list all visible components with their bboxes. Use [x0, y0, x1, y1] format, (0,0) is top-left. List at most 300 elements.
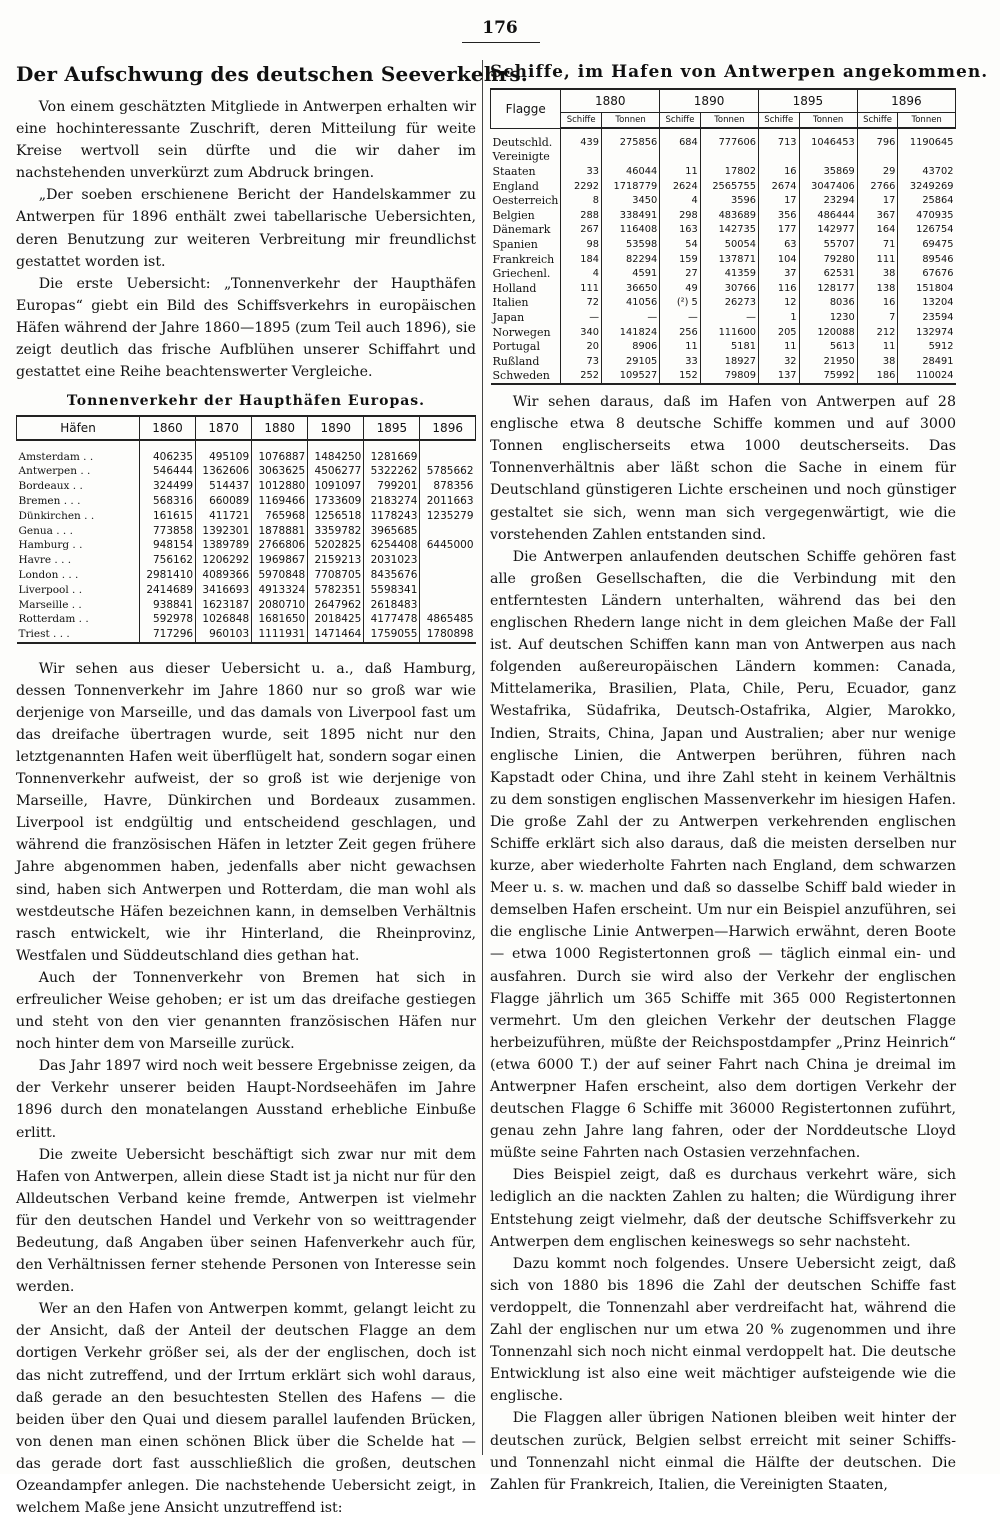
value-cell: 212 [857, 325, 898, 340]
table-row [491, 369, 956, 385]
row-label-cell: Rußland [492, 354, 540, 368]
value-cell: 1780898 [420, 627, 476, 643]
value-cell: 2981410 [140, 568, 196, 583]
value-cell: 660089 [196, 494, 252, 509]
row-label-cell: Liverpool . . [18, 583, 83, 596]
row-label-cell: Havre . . . [18, 554, 72, 567]
value-cell: 2031023 [364, 553, 420, 568]
value-cell: 82294 [601, 252, 659, 267]
value-cell [420, 597, 476, 612]
value-cell: 1178243 [364, 508, 420, 523]
column-header: 1890 [308, 416, 364, 440]
value-cell: 2766 [857, 179, 898, 194]
value-cell: 177 [758, 223, 799, 238]
row-label-cell: Triest . . . [18, 628, 70, 641]
value-cell: 116 [758, 281, 799, 296]
table-row [491, 193, 956, 208]
value-cell: 4506277 [308, 464, 364, 479]
value-cell: 37 [758, 266, 799, 281]
row-label-cell: Belgien [492, 208, 535, 222]
value-cell: 33 [660, 354, 701, 369]
value-cell: 495109 [196, 440, 252, 464]
value-cell: 4 [561, 266, 602, 281]
year-header: 1890 [660, 89, 759, 113]
value-cell: 5202825 [308, 538, 364, 553]
value-cell: 7708705 [308, 568, 364, 583]
value-cell: 16 [758, 164, 799, 179]
value-cell [898, 150, 956, 165]
row-label-cell: England [492, 179, 539, 193]
value-cell: 514437 [196, 479, 252, 494]
value-cell: 799201 [364, 479, 420, 494]
table-row [491, 325, 956, 340]
table-row [17, 627, 476, 643]
value-cell: 4865485 [420, 612, 476, 627]
value-cell: 142735 [700, 223, 758, 238]
value-cell: 1681650 [252, 612, 308, 627]
table-row [17, 612, 476, 627]
tons-subheader: Tonnen [601, 113, 659, 129]
table-title: Tonnenverkehr der Haupthäfen Europas. [66, 393, 426, 410]
value-cell: 116408 [601, 223, 659, 238]
value-cell: 17802 [700, 164, 758, 179]
value-cell: 29105 [601, 354, 659, 369]
value-cell: 5322262 [364, 464, 420, 479]
row-label-cell: Spanien [492, 237, 538, 251]
ships-subheader: Schiffe [561, 113, 602, 129]
table-heading: Schiffe, im Hafen von Antwerpen angekommen. [490, 62, 989, 82]
column-header: 1896 [420, 416, 476, 440]
value-cell: 568316 [140, 494, 196, 509]
value-cell: 275856 [601, 128, 659, 150]
value-cell: 29 [857, 164, 898, 179]
row-label-cell: Dünkirchen . . [18, 509, 95, 522]
value-cell: 25864 [898, 193, 956, 208]
value-cell [420, 440, 476, 464]
value-cell: 3416693 [196, 582, 252, 597]
value-cell: 159 [660, 252, 701, 267]
body-paragraph: Die zweite Uebersicht beschäftigt sich zwar nur mit dem Hafen von Antwerpen, allein diese Stadt ist ja nicht nur für den Alldeutschen Verband keine fremde, Antwerpen ist vielmehr für den deutschen Handel und Verkehr von so weittragender Bedeutung, daß Angaben über seinen Hafenverkehr auch für, den Verhältnissen ferner stehende Personen von Interesse sein werden. [16, 1146, 476, 1296]
table-row [491, 266, 956, 281]
value-cell: 3965685 [364, 523, 420, 538]
column-header: 1870 [196, 416, 252, 440]
table-row [491, 296, 956, 311]
value-cell: 11 [660, 339, 701, 354]
value-cell: 141824 [601, 325, 659, 340]
value-cell: 5598341 [364, 582, 420, 597]
value-cell: 3596 [700, 193, 758, 208]
article-title: Der Aufschwung des deutschen Seeverkehrs. [16, 62, 528, 86]
value-cell: 1623187 [196, 597, 252, 612]
row-label-cell: Italien [492, 296, 529, 310]
table-row [17, 553, 476, 568]
value-cell: 53598 [601, 237, 659, 252]
body-paragraph: Auch der Tonnenverkehr von Bremen hat sich in erfreulicher Weise gehoben; er ist um das dreifache gestiegen und steht von den vier genannten französischen Häfen nur noch hinter dem von Marseille zurück. [16, 969, 476, 1053]
table-row [17, 440, 476, 464]
value-cell: 5912 [898, 339, 956, 354]
value-cell: 486444 [799, 208, 857, 223]
body-paragraph: Die Antwerpen anlaufenden deutschen Schiffe gehören fast alle großen Gesellschaften, die die Verbindung mit den entferntesten Ländern unterhalten, während das bei den englischen Rhedern lange nicht in dem gleichen Maße der Fall ist. Auf deutschen Schiffen kann man von Antwerpen aus nach folgenden außereuropäischen Ländern kommen: Canada, Mittelamerika, Brasilien, Plata, Chile, Peru, Ecuador, ganz Westafrika, Südafrika, Deutsch-Ostafrika, Algier, Marokko, Indien, Straits, China, Japan und Australien; aber nur wenige englische Linien, die Antwerpen berühren, führen nach Kapstadt oder China, und ihre Zahl steht in keinem Verhältnis zu dem sonstigen englischen Massenverkehr im hiesigen Hafen. Die große Zahl der zu Antwerpen verkehrenden englischen Schiffe erklärt sich also daraus, daß die meisten derselben nur kurze, aber wiederholte Fahrten nach England, dem schwarzen Meer u. s. w. machen und daß so dasselbe Schiff bald wieder in demselben Hafen erscheint. Um nur ein Beispiel anzuführen, sei die englische Linie Antwerpen—Harwich erwähnt, deren Boote — etwa 1000 Registertonnen groß — täglich einmal ein- und ausfahren. Durch sie wird also der Verkehr der englischen Flagge jährlich um 365 Schiffe mit 365 000 Registertonnen vermehrt. Um den gleichen Verkehr der deutschen Flagge herbeizuführen, müßte der Reichspostdampfer „Prinz Heinrich“ (etwa 6000 T.) der auf seiner Fahrt nach China je dreimal im Antwerpner Hafen erscheint, also dem dortigen Verkehr der deutschen Flagge 6 Schiffe mit 36000 Registertonnen zuführt, genau zehn Jahre lang fahren, oder der Norddeutsche Lloyd müßte seine Fahrten nach Ostasien verzehnfachen. [490, 548, 956, 1162]
value-cell: 256 [660, 325, 701, 340]
table-row [491, 310, 956, 325]
value-cell: 1392301 [196, 523, 252, 538]
row-label-cell: Vereinigte [492, 150, 550, 164]
value-cell: 137 [758, 369, 799, 385]
value-cell: 41359 [700, 266, 758, 281]
table-row [17, 597, 476, 612]
value-cell [420, 553, 476, 568]
row-label-cell: Antwerpen . . [18, 465, 91, 478]
value-cell: 4 [660, 193, 701, 208]
value-cell: 2647962 [308, 597, 364, 612]
value-cell: 2414689 [140, 582, 196, 597]
value-cell: 26273 [700, 296, 758, 311]
row-label-cell: Holland [492, 281, 537, 295]
body-paragraph: Dies Beispiel zeigt, daß es durchaus verkehrt wäre, sich lediglich an die nackten Zahlen zu halten; die Würdigung ihrer Entstehung zeigt vielmehr, daß der deutsche Schiffsverkehr zu Antwerpen dem englischen keineswegs so sehr nachsteht. [490, 1167, 956, 1250]
value-cell: 1389789 [196, 538, 252, 553]
value-cell: 592978 [140, 612, 196, 627]
value-cell: 765968 [252, 508, 308, 523]
value-cell: 2292 [561, 179, 602, 194]
value-cell: 43702 [898, 164, 956, 179]
row-label-cell: Portugal [492, 340, 540, 354]
table-row [491, 281, 956, 296]
table-header-row [17, 416, 476, 440]
value-cell: 11 [660, 164, 701, 179]
value-cell: 63 [758, 237, 799, 252]
value-cell: 1718779 [601, 179, 659, 194]
value-cell: 69475 [898, 237, 956, 252]
value-cell: 27 [660, 266, 701, 281]
value-cell: 138 [857, 281, 898, 296]
ships-subheader: Schiffe [660, 113, 701, 129]
column-divider [482, 60, 483, 1455]
value-cell: 713 [758, 128, 799, 150]
table-row [491, 237, 956, 252]
value-cell: 483689 [700, 208, 758, 223]
value-cell: 340 [561, 325, 602, 340]
value-cell: 111 [857, 252, 898, 267]
value-cell: 2159213 [308, 553, 364, 568]
value-cell: 4591 [601, 266, 659, 281]
row-label-cell: Hamburg . . [18, 539, 83, 552]
value-cell: 4177478 [364, 612, 420, 627]
value-cell [420, 568, 476, 583]
value-cell: 17 [758, 193, 799, 208]
value-cell: 142977 [799, 223, 857, 238]
value-cell: 1878881 [252, 523, 308, 538]
value-cell: 1362606 [196, 464, 252, 479]
value-cell: 5181 [700, 339, 758, 354]
row-label-cell: Griechenl. [492, 267, 551, 281]
value-cell: 1046453 [799, 128, 857, 150]
value-cell: 5782351 [308, 582, 364, 597]
value-cell: 777606 [700, 128, 758, 150]
value-cell: 717296 [140, 627, 196, 643]
body-paragraph: Dazu kommt noch folgendes. Unsere Uebersicht zeigt, daß sich von 1880 bis 1896 die Zahl der deutschen Schiffe fast verdoppelt, die Tonnenzahl aber verdreifacht hat, während die Zahl der englischen nur um etwa 20 % zugenommen und ihre Tonnenzahl sich noch nicht einmal verdoppelt hat. Die deutsche Entwicklung ist also eine weit mächtiger aufsteigende wie die englische. [490, 1255, 956, 1405]
value-cell: 252 [561, 369, 602, 385]
sub-header-row [491, 113, 956, 129]
value-cell: 137871 [700, 252, 758, 267]
value-cell: 161615 [140, 508, 196, 523]
year-header: 1880 [561, 89, 660, 113]
value-cell: 13204 [898, 296, 956, 311]
value-cell: 2766806 [252, 538, 308, 553]
table-row [17, 582, 476, 597]
value-cell: 23294 [799, 193, 857, 208]
table-row [17, 538, 476, 553]
value-cell: 406235 [140, 440, 196, 464]
value-cell: 324499 [140, 479, 196, 494]
ships-subheader: Schiffe [758, 113, 799, 129]
value-cell: 152 [660, 369, 701, 385]
value-cell [561, 150, 602, 165]
body-paragraph: Das Jahr 1897 wird noch weit bessere Ergebnisse zeigen, da der Verkehr unserer beiden Haupt-Nordseehäfen im Jahre 1896 durch den monatelangen Ausstand erhebliche Einbuße erlitt. [16, 1058, 476, 1141]
value-cell: 75992 [799, 369, 857, 385]
value-cell: 186 [857, 369, 898, 385]
right-column [490, 62, 989, 1496]
value-cell: 6445000 [420, 538, 476, 553]
value-cell: 21950 [799, 354, 857, 369]
value-cell: 2624 [660, 179, 701, 194]
value-cell: 3450 [601, 193, 659, 208]
table-row [17, 523, 476, 538]
page-number: 176 [482, 18, 518, 38]
value-cell: 2018425 [308, 612, 364, 627]
value-cell: 948154 [140, 538, 196, 553]
flag-column-header: Flagge [491, 89, 561, 128]
value-cell: 164 [857, 223, 898, 238]
value-cell: 20 [561, 339, 602, 354]
table-row [491, 339, 956, 354]
body-paragraph: Wir sehen daraus, daß im Hafen von Antwerpen auf 28 englische etwa 8 deutsche Schiffe kommen und auf 3000 Tonnen englischerseits etwa 1000 deutscherseits. Das Tonnenverhältnis aber läßt schon die Sache in einem für Deutschland günstigeren Lichte erscheinen und noch günstiger gestaltet sie sich, wenn man sich vergegenwärtigt, wie die vorstehenden Zahlen entstanden sind. [490, 394, 956, 543]
value-cell: 6254408 [364, 538, 420, 553]
table-row [17, 464, 476, 479]
tons-subheader: Tonnen [700, 113, 758, 129]
value-cell [601, 150, 659, 165]
value-cell: 72 [561, 296, 602, 311]
value-cell: 7 [857, 310, 898, 325]
value-cell: 5613 [799, 339, 857, 354]
row-label-cell: Genua . . . [18, 524, 73, 537]
value-cell: 120088 [799, 325, 857, 340]
body-paragraph: Die Flaggen aller übrigen Nationen bleiben weit hinter der deutschen zurück, Belgien selbst erreicht mit seiner Schiffs- und Tonnenzahl nicht einmal die Hälfte der deutschen. Die Zahlen für Frankreich, Italien, die Vereinigten Staaten, [490, 1410, 956, 1493]
value-cell: 8906 [601, 339, 659, 354]
row-label-cell: Bordeaux . . [18, 480, 83, 493]
value-cell: 5785662 [420, 464, 476, 479]
value-cell: 8 [561, 193, 602, 208]
value-cell: 288 [561, 208, 602, 223]
value-cell: 3063625 [252, 464, 308, 479]
value-cell: 546444 [140, 464, 196, 479]
row-label-cell: Staaten [492, 164, 536, 178]
value-cell: 3047406 [799, 179, 857, 194]
value-cell: 878356 [420, 479, 476, 494]
value-cell: 23594 [898, 310, 956, 325]
table-row [17, 479, 476, 494]
table-row [491, 150, 956, 165]
value-cell: 28491 [898, 354, 956, 369]
column-header: 1860 [140, 416, 196, 440]
value-cell: 2011663 [420, 494, 476, 509]
year-header: 1895 [758, 89, 857, 113]
value-cell: 298 [660, 208, 701, 223]
value-cell [857, 150, 898, 165]
table-row [17, 568, 476, 583]
intro-paragraph: Von einem geschätzten Mitgliede in Antwerpen erhalten wir eine hochinteressante Zuschrift, deren Mitteilung für weite Kreise wertvoll sein dürfte und die wir daher im nachstehenden unverkürzt zum Abdruck bringen. [16, 99, 476, 182]
value-cell: 1190645 [898, 128, 956, 150]
table-row [17, 508, 476, 523]
intro-paragraph: Die erste Uebersicht: „Tonnenverkehr der Haupthäfen Europas“ giebt ein Bild des Schiffsverkehrs in europäischen Häfen während der Jahre 1860—1895 (zum Teil auch 1896), sie zeigt deutlich das frische Aufblühen unserer Schiffahrt und gestattet eine Reihe beachtenswerter Vergleiche. [16, 275, 476, 381]
value-cell: 38 [857, 266, 898, 281]
value-cell: 796 [857, 128, 898, 150]
value-cell: 3249269 [898, 179, 956, 194]
ships-subheader: Schiffe [857, 113, 898, 129]
value-cell: 1230 [799, 310, 857, 325]
table-row [491, 208, 956, 223]
table-row [491, 179, 956, 194]
row-label-cell: Japan [492, 310, 525, 324]
value-cell: 98 [561, 237, 602, 252]
table-body [17, 440, 476, 642]
value-cell: 111600 [700, 325, 758, 340]
value-cell: 1733609 [308, 494, 364, 509]
intro-paragraph: „Der soeben erschienene Bericht der Handelskammer zu Antwerpen für 1896 enthält zwei tabellarische Uebersichten, deren Benutzung zur weiteren Verbreitung mir freundlichst gestattet worden ist. [16, 187, 476, 270]
value-cell: 2080710 [252, 597, 308, 612]
column-header: 1880 [252, 416, 308, 440]
value-cell: 1012880 [252, 479, 308, 494]
column-header: Häfen [17, 416, 140, 440]
table-row [17, 494, 476, 509]
value-cell [700, 150, 758, 165]
table-body [491, 128, 956, 384]
value-cell: 4089366 [196, 568, 252, 583]
value-cell [660, 150, 701, 165]
table-row [491, 128, 956, 150]
row-label-cell: London . . . [18, 568, 79, 581]
value-cell: — [601, 310, 659, 325]
value-cell: 1026848 [196, 612, 252, 627]
value-cell [758, 150, 799, 165]
value-cell: 89546 [898, 252, 956, 267]
value-cell: 46044 [601, 164, 659, 179]
value-cell: 411721 [196, 508, 252, 523]
value-cell: 62531 [799, 266, 857, 281]
value-cell: 36650 [601, 281, 659, 296]
value-cell: 2618483 [364, 597, 420, 612]
value-cell: 126754 [898, 223, 956, 238]
antwerp-ships-table [490, 88, 956, 385]
value-cell: 2183274 [364, 494, 420, 509]
value-cell: (²) 5 [660, 296, 701, 311]
row-label-cell: Oesterreich [492, 194, 559, 208]
value-cell: 1281669 [364, 440, 420, 464]
tons-subheader: Tonnen [799, 113, 857, 129]
value-cell: 30766 [700, 281, 758, 296]
value-cell: — [700, 310, 758, 325]
row-label-cell: Frankreich [492, 252, 555, 266]
value-cell: 163 [660, 223, 701, 238]
value-cell: 338491 [601, 208, 659, 223]
value-cell: 1235279 [420, 508, 476, 523]
value-cell [420, 523, 476, 538]
row-label-cell: Bremen . . . [18, 495, 81, 507]
table-row [491, 354, 956, 369]
value-cell: 1076887 [252, 440, 308, 464]
column-header: 1895 [364, 416, 420, 440]
value-cell: 35869 [799, 164, 857, 179]
value-cell: 16 [857, 296, 898, 311]
value-cell: 938841 [140, 597, 196, 612]
value-cell: 11 [857, 339, 898, 354]
row-label-cell: Rotterdam . . [18, 613, 89, 626]
row-label-cell: Norwegen [492, 325, 551, 339]
value-cell: 5970848 [252, 568, 308, 583]
page-number-rule [462, 42, 540, 43]
value-cell: — [561, 310, 602, 325]
value-cell: 439 [561, 128, 602, 150]
value-cell: 1759055 [364, 627, 420, 643]
value-cell: 79809 [700, 369, 758, 385]
value-cell: 1256518 [308, 508, 364, 523]
value-cell [420, 582, 476, 597]
table-row [491, 223, 956, 238]
value-cell: 756162 [140, 553, 196, 568]
value-cell: 49 [660, 281, 701, 296]
value-cell: 12 [758, 296, 799, 311]
row-label-cell: Dänemark [492, 223, 551, 237]
value-cell: 110024 [898, 369, 956, 385]
value-cell: 17 [857, 193, 898, 208]
value-cell: 1471464 [308, 627, 364, 643]
value-cell: 1091097 [308, 479, 364, 494]
value-cell: 1969867 [252, 553, 308, 568]
value-cell: 205 [758, 325, 799, 340]
value-cell: 111 [561, 281, 602, 296]
body-paragraph: Wir sehen aus dieser Uebersicht u. a., daß Hamburg, dessen Tonnenverkehr im Jahre 1860 nur so groß war wie derjenige von Marseille, und das damals von Liverpool fast um das dreifache übertragen wurde, seit 1895 nicht nur den letztgenannten Hafen weit überflügelt hat, sondern sogar einen Tonnenverkehr aufweist, der so groß ist wie derjenige von Marseille, Havre, Dünkirchen und Bordeaux zusammen. Liverpool ist endgültig und entscheidend geschlagen, und während die französischen Häfen in letzter Zeit gegen frühere Jahre abgenommen haben, jedenfalls aber nicht gewachsen sind, haben sich Antwerpen und Rotterdam, die man wohl als westdeutsche Häfen bezeichnen kann, in demselben Verhältnis rasch entwickelt, wie ihr Hinterland, die Rheinprovinz, Westfalen und Süddeutschland dies gethan hat. [16, 660, 476, 964]
value-cell: 41056 [601, 296, 659, 311]
value-cell: 71 [857, 237, 898, 252]
value-cell: 73 [561, 354, 602, 369]
value-cell: 356 [758, 208, 799, 223]
value-cell: 33 [561, 164, 602, 179]
value-cell: 104 [758, 252, 799, 267]
value-cell: 67676 [898, 266, 956, 281]
value-cell: 151804 [898, 281, 956, 296]
value-cell: 132974 [898, 325, 956, 340]
value-cell: 1206292 [196, 553, 252, 568]
value-cell: 184 [561, 252, 602, 267]
row-label-cell: Amsterdam . . [18, 450, 94, 463]
value-cell: 8036 [799, 296, 857, 311]
row-label-cell: Schweden [492, 369, 550, 383]
value-cell: 1484250 [308, 440, 364, 464]
value-cell: — [660, 310, 701, 325]
row-label-cell: Marseille . . [18, 598, 82, 611]
value-cell: 11 [758, 339, 799, 354]
tonnage-table [16, 415, 476, 643]
value-cell: 267 [561, 223, 602, 238]
year-header-row [491, 89, 956, 113]
value-cell: 1111931 [252, 627, 308, 643]
value-cell: 773858 [140, 523, 196, 538]
value-cell: 109527 [601, 369, 659, 385]
value-cell: 684 [660, 128, 701, 150]
body-paragraph: Wer an den Hafen von Antwerpen kommt, gelangt leicht zu der Ansicht, daß der Anteil der deutschen Flagge an dem dortigen Verkehr größer sei, als der der englischen, doch ist das nicht zutreffend, und der Irrtum erklärt sich wohl daraus, daß gerade an den besuchtesten Stellen des Hafens — die beiden über den Quai und diesem parallel laufenden Brücken, von denen man einen schönen Blick über die Schelde hat — das gerade dort fast ausschließlich die großen, deutschen Ozeandampfer anlegen. Die nachstehende Uebersicht zeigt, in welchem Maße jene Ansicht unzutreffend ist: [16, 1301, 476, 1517]
value-cell: 1 [758, 310, 799, 325]
value-cell: 128177 [799, 281, 857, 296]
value-cell: 4913324 [252, 582, 308, 597]
